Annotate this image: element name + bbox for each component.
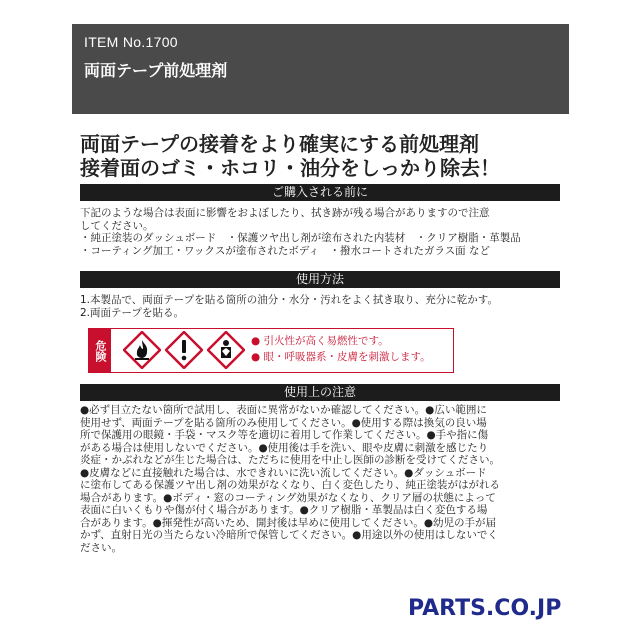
headline-line-1: 両面テープの接着をより確実にする前処理剤 xyxy=(80,132,479,156)
usage-heading: 使用方法 xyxy=(80,271,560,288)
before-purchase-text xyxy=(80,207,565,257)
danger-label-text: 危険 xyxy=(94,339,107,362)
before-purchase-heading: ご購入される前に xyxy=(80,184,560,201)
ghs-pictograms xyxy=(123,331,245,369)
danger-statements xyxy=(251,333,431,365)
precautions-heading: 使用上の注意 xyxy=(80,384,560,401)
precaution-line: に塗布してある保護ツヤ出し剤の効果がなくなり、白く変色したり、純正塗装がはがれる xyxy=(80,479,500,491)
before-purchase-line: ・純正塗装のダッシュボード ・保護ツヤ出し剤が塗布された内装材 ・クリア樹脂・革製品 xyxy=(80,232,521,244)
headline-line-2: 接着面のゴミ・ホコリ・油分をしっかり除去！ xyxy=(80,156,500,180)
precaution-line: 合があります。●揮発性が高いため、開封後は早めに使用してください。●幼児の手が届 xyxy=(80,516,497,529)
usage-step: 1.本製品で、両面テープを貼る箇所の油分・水分・汚れをよく拭き取り、充分に乾かす。 xyxy=(80,294,498,306)
item-number: ITEM No.1700 xyxy=(84,34,178,50)
precaution-line: がある場合は使用しないでください。●使用後は手を洗い、眼や皮膚に刺激を感じたり xyxy=(80,441,489,454)
parts-logo: PARTS.CO.JP xyxy=(408,596,562,621)
precaution-line: かず、直射日光の当たらない冷暗所で保管してください。●用途以外の使用はしないでく xyxy=(80,529,498,541)
danger-statement: ● 眼・呼吸器系・皮膚を刺激します。 xyxy=(251,351,431,363)
usage-step: 2.両面テープを貼る。 xyxy=(80,306,184,319)
danger-statement: ● 引火性が高く易燃性です。 xyxy=(251,335,389,347)
precaution-line: 場合があります。●ボディ・窓のコーティング効果がなくなり、クリア層の状態によって xyxy=(80,491,496,504)
before-purchase-line: してください。 xyxy=(80,219,154,232)
exclamation-icon xyxy=(165,331,203,369)
health-hazard-icon xyxy=(207,331,245,369)
precaution-line: ●皮膚などに直接触れた場合は、水できれいに洗い流してください。●ダッシュボード xyxy=(80,466,487,479)
precaution-line: 炎症・かぶれなどが生じた場合は、ただちに使用を中止し医師の診断を受けてください。 xyxy=(80,454,500,466)
headline xyxy=(80,132,570,180)
precaution-line: ださい。 xyxy=(80,541,122,554)
product-header xyxy=(72,24,569,114)
flame-icon xyxy=(123,331,161,369)
precautions-text xyxy=(80,404,565,554)
precaution-line: 表面に白いくもりや傷が付く場合があります。●クリア樹脂・革製品は白く変色する場 xyxy=(80,504,488,516)
precaution-line: ●必ず目立たない箇所で試用し、表面に異常がないか確認してください。●広い範囲に xyxy=(80,404,487,416)
product-title: 両面テープ前処理剤 xyxy=(84,61,228,80)
precaution-line: 所で保護用の眼鏡・手袋・マスク等を適切に着用して作業してください。●手や指に傷 xyxy=(80,429,489,441)
danger-box xyxy=(88,328,454,373)
usage-text xyxy=(80,294,565,319)
precaution-line: 使用せず、両面テープを貼る箇所のみ使用してください。●使用する際は換気の良い場 xyxy=(80,416,487,429)
danger-label xyxy=(89,329,111,372)
before-purchase-line: ・コーティング加工・ワックスが塗布されたボディ ・撥水コートされたガラス面 など xyxy=(80,244,491,257)
before-purchase-line: 下記のような場合は表面に影響をおよぼしたり、拭き跡が残る場合がありますので注意 xyxy=(80,207,490,219)
